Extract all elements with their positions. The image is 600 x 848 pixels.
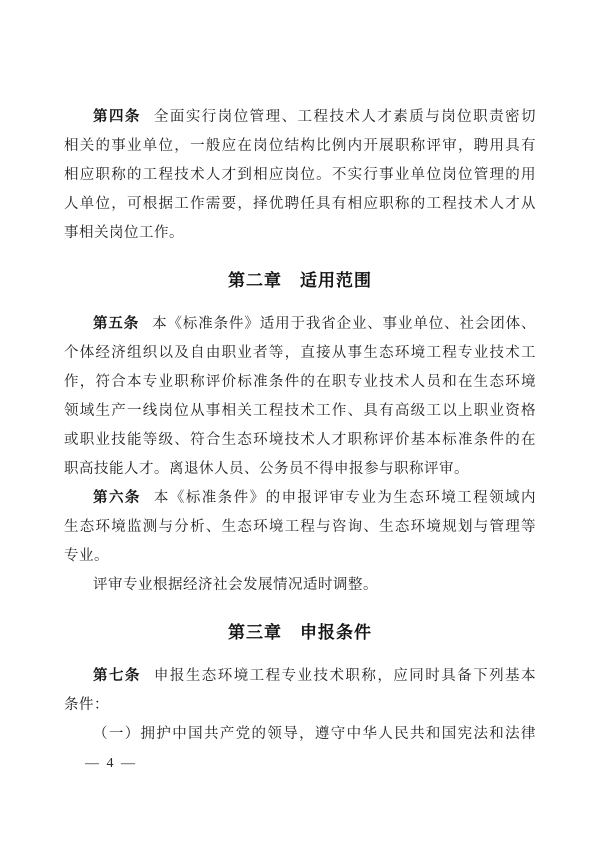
text-line: 相应职称的工程技术人才到相应岗位。不实行事业单位岗位管理的用 [64, 167, 536, 183]
text-line: 专业。 [64, 548, 109, 564]
text-run: 全面实行岗位管理、工程技术人才素质与岗位职责密切 [153, 109, 537, 125]
text-line [64, 310, 536, 339]
text-run: 本《标准条件》的申报评审专业为生态环境工程领域内 [153, 490, 537, 506]
text-line [64, 484, 536, 513]
text-run: 本《标准条件》适用于我省企业、事业单位、社会团体、 [152, 316, 537, 332]
chapter-3-heading: 第三章 申报条件 [228, 623, 372, 642]
text-line: 事相关岗位工作。 [64, 225, 184, 241]
item-1-paragraph [64, 720, 536, 749]
text-line [64, 662, 536, 691]
text-line [64, 103, 536, 132]
text-line: 生态环境监测与分析、生态环境工程与咨询、生态环境规划与管理等 [64, 519, 536, 535]
article-7-number: 第七条 [93, 668, 141, 684]
article-6-number: 第六条 [93, 490, 141, 506]
text-line: 职高技能人才。离退休人员、公务员不得申报参与职称评审。 [64, 461, 469, 477]
article-6-paragraph [64, 484, 536, 571]
text-line: （一）拥护中国共产党的领导，遵守中华人民共和国宪法和法律 [93, 726, 536, 742]
text-run: 申报生态环境工程专业技术职称，应同时具备下列基本 [153, 668, 537, 684]
chapter-2-heading: 第二章 适用范围 [228, 271, 372, 290]
article-5-number: 第五条 [93, 316, 140, 332]
article-4-number: 第四条 [93, 109, 141, 125]
page-number: — 4 — [85, 756, 137, 771]
article-4-paragraph [64, 103, 536, 248]
text-line: 或职业技能等级、符合生态环境技术人才职称评价基本标准条件的在 [64, 432, 536, 448]
adjust-note-paragraph [64, 571, 536, 600]
text-line: 作，符合本专业职称评价标准条件的在职专业技术人员和在生态环境 [64, 374, 536, 390]
text-line: 个体经济组织以及自由职业者等，直接从事生态环境工程专业技术工 [64, 345, 536, 361]
text-line: 人单位，可根据工作需要，择优聘任具有相应职称的工程技术人才从 [64, 196, 536, 212]
text-line: 领域生产一线岗位从事相关工程技术工作、具有高级工以上职业资格 [64, 403, 536, 419]
text-line: 相关的事业单位，一般应在岗位结构比例内开展职称评审，聘用具有 [64, 138, 536, 154]
article-7-paragraph [64, 662, 536, 720]
text-line: 条件： [64, 697, 109, 713]
article-5-paragraph [64, 310, 536, 484]
text-line: 评审专业根据经济社会发展情况适时调整。 [93, 577, 378, 593]
